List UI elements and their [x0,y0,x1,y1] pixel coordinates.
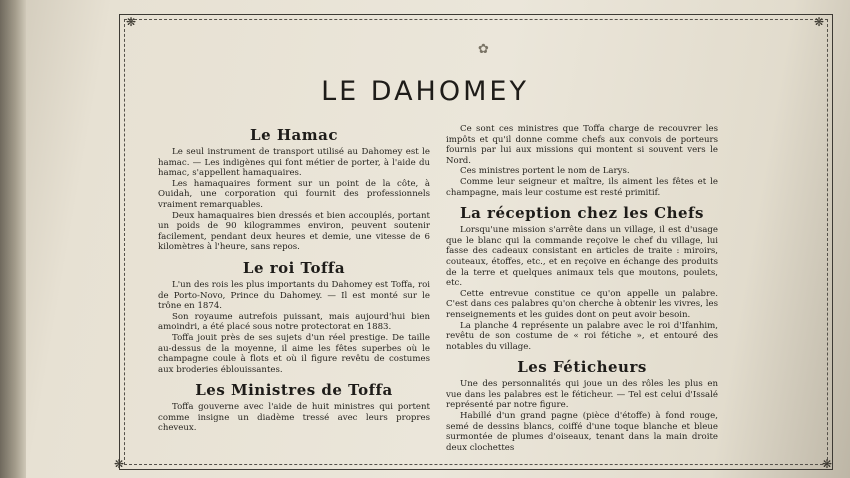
paragraph: La planche 4 représente un palabre avec le roi d'Ifanhim, revêtu de son costume de « roi fétiche », et entouré des notables du village. [446,320,718,352]
left-column [158,124,430,434]
book-spine-shadow [0,0,26,478]
section-heading-hamac: Le Hamac [250,126,338,144]
flower-ornament-icon: ✿ [478,42,489,57]
corner-ornament-top-right: ❋ [814,15,825,29]
paragraph: Lorsqu'une mission s'arrête dans un village, il est d'usage que le blanc qui la commande reçoive le chef du village, lui fasse des cadeaux consistant en articles de traite : miroirs, couteaux, étoffes, etc., et en reçoive en échange des produits de la terre et quelques animaux tels que moutons, poulets, etc. [446,225,718,289]
page-title: LE DAHOMEY [321,76,529,107]
paragraph: Ces ministres portent le nom de Larys. [460,166,630,177]
paragraph: Les hamaquaires forment sur un point de la côte, à Ouidah, une corporation qui fournit des professionnels vraiment remarquables. [158,178,430,210]
paragraph: Deux hamaquaires bien dressés et bien accouplés, portant un poids de 90 kilogrammes environ, peuvent soutenir facilement, pendant deux heures et demie, une vitesse de 6 kilomètres à l'heure, sans repos. [158,210,430,253]
paragraph: Comme leur seigneur et maître, ils aiment les fêtes et le champagne, mais leur costume est resté primitif. [446,176,718,198]
corner-ornament-bottom-right: ❋ [822,457,833,471]
paragraph: Toffa jouit près de ses sujets d'un réel prestige. De taille au-dessus de la moyenne, il aime les fêtes superbes où le champagne coule à flots et où il figure revêtu de costumes aux broderies éblouissantes. [158,332,430,375]
section-heading-reception: La réception chez les Chefs [460,204,704,223]
paragraph: Habillé d'un grand pagne (pièce d'étoffe) à fond rouge, semé de dessins blancs, coiffé d'une toque blanche et bleue surmontée de plumes d'oiseaux, tenant dans la main droite deux clochettes [446,411,718,453]
paragraph: Le seul instrument de transport utilisé au Dahomey est le hamac. — Les indigènes qui font métier de porter, à l'aide du hamac, s'appellent hamaquaires. [158,147,430,179]
corner-ornament-top-left: ❋ [126,15,137,29]
paragraph: Une des personnalités qui joue un des rôles les plus en vue dans les palabres est le féticheur. — Tel est celui d'Issalé représenté par notre figure. [446,379,718,411]
section-heading-ministres: Les Ministres de Toffa [195,381,393,400]
paragraph: Toffa gouverne avec l'aide de huit ministres qui portent comme insigne un diadème tressé avec leurs propres cheveux. [158,402,430,434]
paragraph: L'un des rois les plus importants du Dahomey est Toffa, roi de Porto-Novo, Prince du Dahomey. — Il est monté sur le trône en 1874. [158,279,430,312]
corner-ornament-bottom-left: ❋ [114,457,125,471]
right-column [446,124,718,453]
section-heading-roi-toffa: Le roi Toffa [242,258,346,277]
paragraph: Son royaume autrefois puissant, mais aujourd'hui bien amoindri, a été placé sous notre protectorat en 1883. [158,311,430,333]
section-heading-feticheurs: Les Féticheurs [517,358,647,377]
paragraph: Cette entrevue constitue ce qu'on appelle un palabre. C'est dans ces palabres qu'on cherche à obtenir les vivres, les renseignements et les guides dont on peut avoir besoin. [446,288,718,320]
paragraph: Ce sont ces ministres que Toffa charge de recouvrer les impôts et qu'il donne comme chefs aux convois de porteurs fournis par lui aux missions qui montent si souvent vers le Nord. [446,124,718,166]
